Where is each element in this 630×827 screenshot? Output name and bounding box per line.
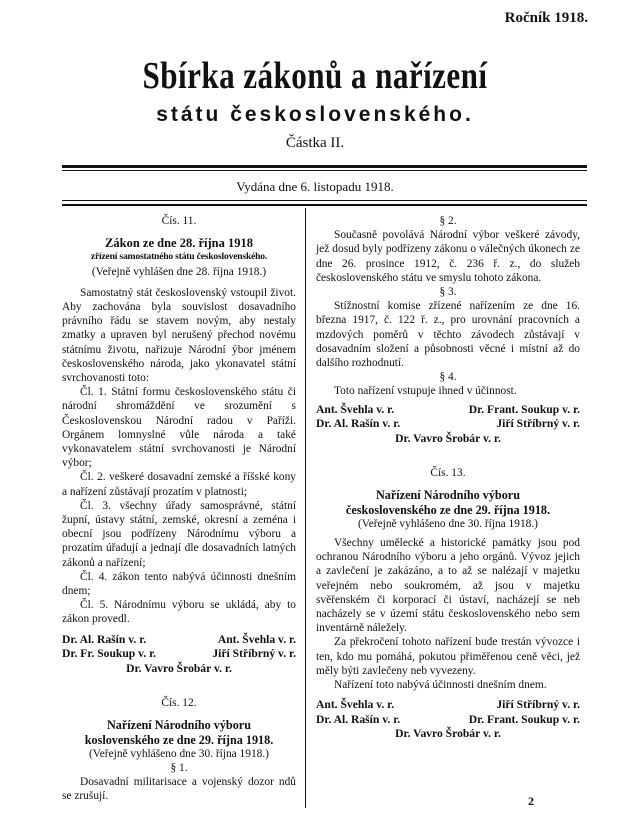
law-12-signatures-row-1 [316, 403, 580, 418]
left-column [62, 214, 296, 804]
law-12-number: Čís. 12. [161, 697, 197, 710]
law-12-heading-cont: koslovenského ze dne 29. října 1918. [84, 732, 274, 747]
signature: Dr. Frant. Soukup v. r. [468, 712, 580, 726]
law-12-paragraph-3: Stížnostní komise zřízené nařízením ze dne 16. března 1917, č. 122 ř. z., pro urovnání pracovních a mzdových poměrů v těchto závodech zůstávají v dosavadním složení a působnosti věcné i místní až do dalšího rozhodnutí. [316, 300, 580, 370]
law-11-signatures-row-2 [62, 647, 296, 662]
law-11-signatures-row-3 [62, 662, 296, 677]
law-12-signatures-row-3 [316, 432, 580, 447]
law-12-paragraph-1: Dosavadní militarisace a vojenský dozor ndů se zrušují. [62, 776, 296, 803]
law-12-section-1: § 1. [170, 762, 188, 774]
signature: Ant. Švehla v. r. [217, 632, 296, 646]
part-number: Částka II. [285, 135, 345, 151]
collection-subtitle: státu československého. [156, 103, 474, 126]
law-13-heading-cont: československého ze dne 29. října 1918. [345, 502, 551, 517]
law-13-paragraph-1: Všechny umělecké a historické památky jsou pod ochranou Národního výboru a jeho orgánů. Vývoz jejich a zavlečení je zakázáno, a to až se nalézají v majetku veřejném nebo soukromém, až jsou v majetku svěřenském či korporací či ústaví, nacházejí se neb nacházely se v území státu československého nebo sem inventárně náležely. [316, 536, 580, 635]
signature: Dr. Vavro Šrobár v. r. [395, 727, 501, 741]
signature: Jiří Stříbrný v. r. [496, 698, 580, 712]
signature: Dr. Vavro Šrobár v. r. [126, 661, 232, 675]
law-13-paragraph-2: Za překročení tohoto nařízení bude trestán vývozce i ten, kdo mu pomáhá, pokutou přiměřenou ceně věci, jež měly býti zavlečeny neb vyvezeny. [316, 636, 580, 677]
law-12-heading: Nařízení Národního výboru [106, 718, 251, 733]
law-11-article-5: Čl. 5. Národnímu výboru se ukládá, aby to zákon provedl. [62, 599, 296, 626]
right-column [316, 214, 580, 742]
law-13-heading: Nařízení Národního výboru [375, 488, 520, 503]
collection-title: Sbírka zákonů a nařízení [142, 55, 488, 97]
law-11-article-4: Čl. 4. zákon tento nabývá účinnosti dnešním dnem; [62, 570, 296, 598]
law-11-signatures-row-1 [62, 633, 296, 648]
law-11-article-1: Čl. 1. Státní formu československého státu či národní shromáždění ve srozumění s Československou Národní radou v Paříži. Orgánem lomnyslné vůle národa a také vykonavatelem státní svrchovanosti je Národní výbor; [62, 386, 296, 470]
signature: Jiří Stříbrný v. r. [496, 417, 580, 431]
law-13-signatures-row-2 [316, 713, 580, 728]
law-12-paragraph-4: Toto nařízení vstupuje ihned v účinnost. [334, 385, 517, 398]
page-number: 2 [528, 794, 534, 808]
issue-date: Vydána dne 6. listopadu 1918. [236, 179, 394, 194]
signature: Dr. Vavro Šrobár v. r. [395, 431, 501, 445]
issue-rule-thin [62, 200, 587, 201]
law-12-paragraph-2: Současně povolává Národní výbor veškeré závody, jež dosud byly podřízeny zákonu o válečných úkonech ze dne 26. prosince 1912, č. 236 ř. z., do služeb československého státu ve smyslu tohoto zákona. [316, 229, 580, 284]
issue-rule-thick [62, 204, 587, 206]
law-13-paragraph-3: Nařízení toto nabývá účinnosti dnešním dnem. [334, 678, 547, 691]
signature: Jiří Stříbrný v. r. [212, 647, 296, 661]
volume-year: Ročník 1918. [504, 10, 588, 26]
law-11-heading: Zákon ze dne 28. října 1918 [105, 236, 253, 251]
law-13-signatures-row-1 [316, 698, 580, 713]
law-11-article-2: Čl. 2. veškeré dosavadní zemské a říšské kony a nařízení zůstávají prozatím v platnosti; [62, 471, 296, 498]
law-13-signatures-row-3 [316, 727, 580, 742]
signature: Dr. Al. Rašín v. r. [316, 417, 401, 431]
signature: Dr. Al. Rašín v. r. [316, 712, 401, 726]
law-11-preamble: Samostatný stát československý vstoupil život. Aby zachována byla souvislost dosavadního právního řádu se stavem novým, aby nestaly zmatky a upraven byl nerušený přechod novému státnímu životu, nařizuje Národní ýbor jménem československého národa, jako ykonavatel státní svrchovanosti toto: [62, 286, 296, 385]
law-13-publication: (Veřejně vyhlášeno dne 30. října 1918.) [358, 517, 538, 530]
law-12-section-4: § 4. [439, 371, 457, 384]
signature: Dr. Fr. Soukup v. r. [62, 647, 157, 661]
column-divider [305, 208, 306, 808]
law-13-number: Čís. 13. [430, 467, 466, 480]
law-12-publication: (Veřejně vyhlášeno dne 30. října 1918.) [89, 747, 269, 760]
law-11-number: Čís. 11. [161, 215, 197, 227]
law-12-section-3: § 3. [439, 286, 457, 299]
law-11-publication: (Veřejně vyhlášen dne 28. října 1918.) [91, 265, 267, 278]
signature: Ant. Švehla v. r. [316, 402, 395, 416]
header-rule-thin [62, 170, 587, 171]
header-rule-thick [62, 165, 587, 168]
law-12-signatures-row-2 [316, 417, 580, 432]
law-11-subheading: zřízení samostatného státu československého. [90, 251, 268, 263]
law-12-section-2: § 2. [439, 215, 457, 227]
law-11-article-3: Čl. 3. všechny úřady samosprávné, státní župní, ústavy státní, zemské, okresní a zeména i obecní jsou podřízeny Národnímu výboru a prozatím úřadují a jednají dle dosavadních latných zákonů a nařízení; [62, 499, 296, 569]
signature: Dr. Al. Rašín v. r. [62, 632, 147, 646]
signature: Ant. Švehla v. r. [316, 698, 395, 712]
signature: Dr. Frant. Soukup v. r. [468, 402, 580, 416]
